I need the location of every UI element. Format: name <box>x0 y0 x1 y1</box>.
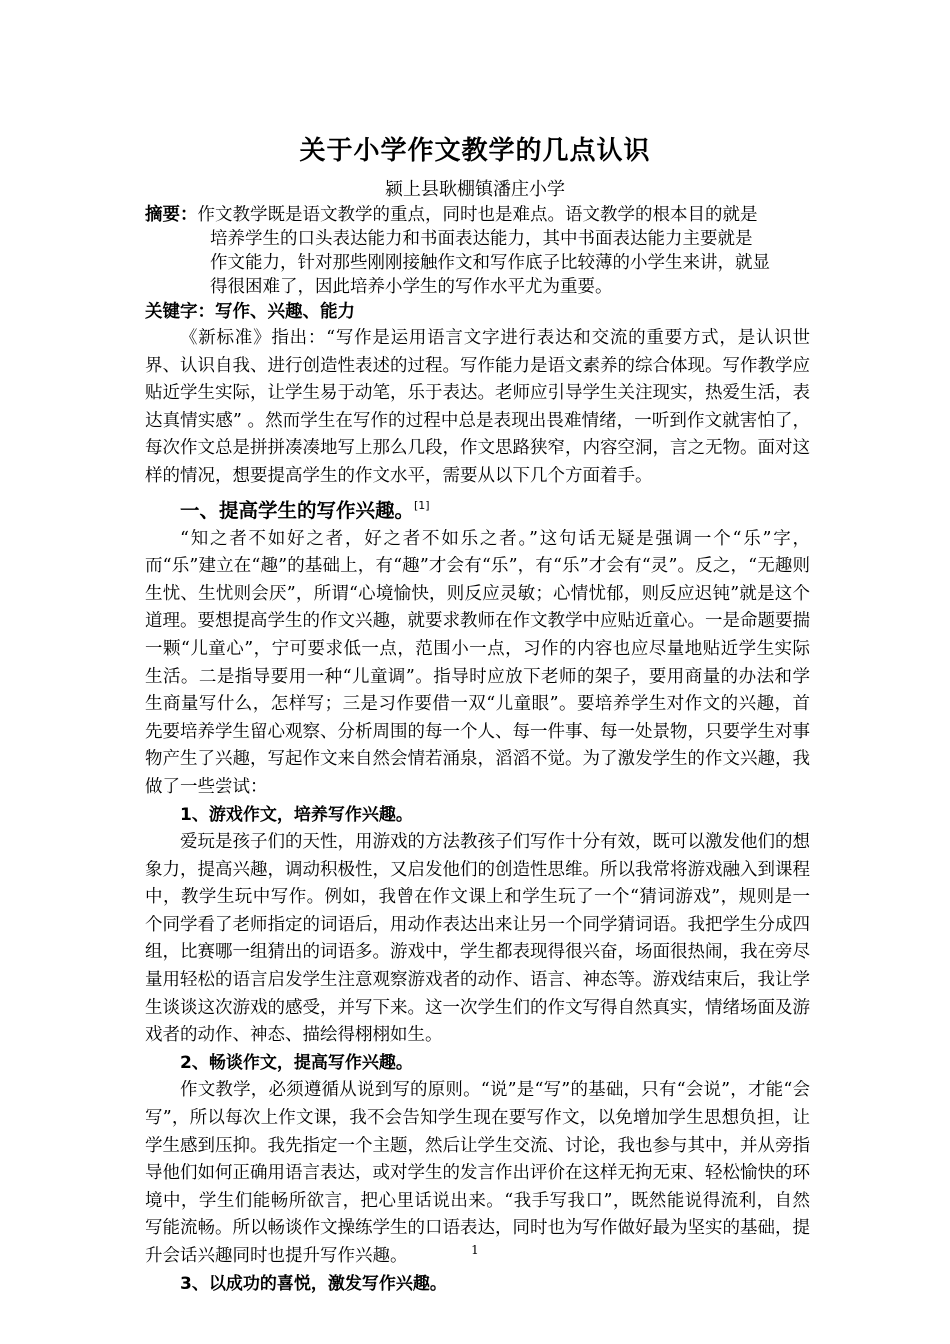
abstract-line-4: 得很困难了，因此培养小学生的写作水平尤为重要。 <box>210 277 613 297</box>
citation-ref: [1] <box>414 498 430 512</box>
document-body <box>145 325 810 1298</box>
document-title: 关于小学作文教学的几点认识 <box>299 136 651 166</box>
abstract-line-2: 培养学生的口头表达能力和书面表达能力，其中书面表达能力主要就是 <box>210 229 753 249</box>
intro-paragraph: 《新标准》指出：“写作是运用语言文字进行表达和交流的重要方式，是认识世界、认识自我、进行创造性表述的过程。写作能力是语文素养的综合体现。写作教学应贴近学生实际，让学生易于动笔，乐于表达。老师应引导学生关注现实，热爱生活，表达真情实感” 。然而学生在写作的过程中总是表现出畏难情绪，一听到作文就害怕了，每次作文总是拼拼凑凑地写上那么几段，作文思路狭窄，内容空洞，言之无物。面对这样的情况，想要提高学生的作文水平，需要从以下几个方面着手。 <box>145 328 810 486</box>
abstract-line-1: 作文教学既是语文教学的重点，同时也是难点。语文教学的根本目的就是 <box>197 205 758 225</box>
page-number: 1 <box>471 1243 479 1257</box>
subheading-2: 2、畅谈作文，提高写作兴趣。 <box>180 1052 413 1073</box>
abstract-line-3: 作文能力，针对那些刚刚接触作文和写作底子比较薄的小学生来讲，就显 <box>210 253 770 273</box>
subsection-1-paragraph: 爱玩是孩子们的天性，用游戏的方法教孩子们写作十分有效，既可以激发他们的想象力，提高兴趣，调动积极性，又启发他们的创造性思维。所以我常将游戏融入到课程中，教学生玩中写作。例如，我曾在作文课上和学生玩了一个“猜词游戏”，规则是一个同学看了老师指定的词语后，用动作表达出来让另一个同学猜词语。我把学生分成四组，比赛哪一组猜出的词语多。游戏中，学生都表现得很兴奋，场面很热闹，我在旁尽量用轻松的语言启发学生注意观察游戏者的动作、语言、神态等。游戏结束后，我让学生谈谈这次游戏的感受，并写下来。这一次学生们的作文写得自然真实，情绪场面及游戏者的动作、神态、描绘得栩栩如生。 <box>145 832 810 1046</box>
section-1-paragraph: “知之者不如好之者，好之者不如乐之者。”这句话无疑是强调一个“乐”字，而“乐”建立在“趣”的基础上，有“趣”才会有“乐”，有“乐”才会有“灵”。反之，“无趣则生忧、生忧则会厌”，所谓“心境愉快，则反应灵敏；心情忧郁，则反应迟钝”就是这个道理。要想提高学生的作文兴趣，就要求教师在作文教学中应贴近童心。一是命题要揣一颗“儿童心”，宁可要求低一点，范围小一点，习作的内容也应尽量地贴近学生实际生活。二是指导要用一种“儿童调”。指导时应放下老师的架子，要用商量的办法和学生商量写什么，怎样写；三是习作要借一双“儿童眼”。要培养学生对作文的兴趣，首先要培养学生留心观察、分析周围的每一个人、每一件事、每一处景物，只要学生对事物产生了兴趣，写起作文来自然会情若涌泉，滔滔不觉。为了激发学生的作文兴趣，我做了一些尝试： <box>145 528 810 797</box>
section-heading-1-text: 一、提高学生的写作兴趣。 <box>180 498 415 522</box>
abstract-first-line <box>145 203 815 227</box>
author-affiliation: 颍上县耿棚镇潘庄小学 <box>385 179 565 200</box>
keywords: 关键字：写作、兴趣、能力 <box>145 302 355 322</box>
section-heading-1 <box>145 491 810 526</box>
subsection-2-paragraph: 作文教学，必须遵循从说到写的原则。“说”是“写”的基础，只有“会说”，才能“会写”，所以每次上作文课，我不会告知学生现在要写作文，以免增加学生思想负担，让学生感到压抑。我先指定一个主题，然后让学生交流、讨论，我也参与其中，并从旁指导他们如何正确用语言表达，或对学生的发言作出评价在这样无拘无束、轻松愉快的环境中，学生们能畅所欲言，把心里话说出来。“我手写我口”，既然能说得流利，自然写能流畅。所以畅谈作文操练学生的口语表达，同时也为写作做好最为坚实的基础，提升会话兴趣同时也提升写作兴趣。 <box>145 1080 810 1266</box>
keywords-line <box>145 300 815 324</box>
abstract-label: 摘要： <box>145 205 198 225</box>
subheading-1: 1、游戏作文，培养写作兴趣。 <box>180 804 413 825</box>
subheading-3: 3、以成功的喜悦，激发写作兴趣。 <box>180 1273 447 1294</box>
